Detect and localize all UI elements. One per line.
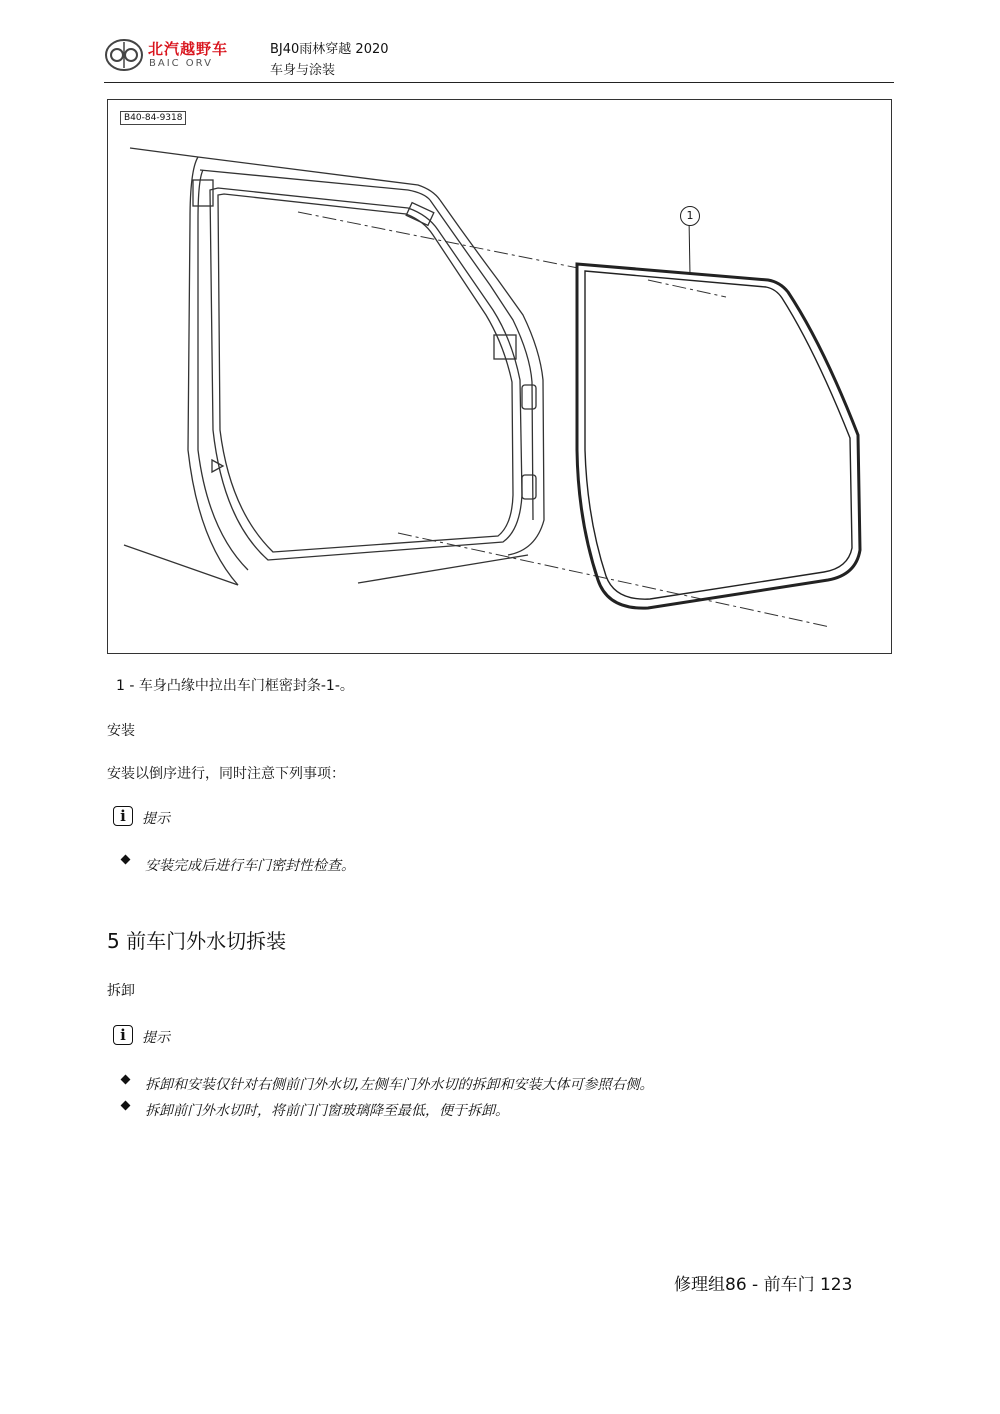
bullet-diamond-icon [121,1101,131,1111]
removal-note-item: 拆卸和安装仅针对右侧前门外水切,左侧车门外水切的拆卸和安装大体可参照右侧。 [145,1077,654,1093]
removal-heading: 拆卸 [107,983,135,999]
callout-1: 1 [680,206,700,226]
section-title: 5 前车门外水切拆装 [107,929,287,953]
brand-logo [104,38,254,74]
install-note-item: 安装完成后进行车门密封性检查。 [145,858,355,874]
document-section: 车身与涂装 [270,63,336,78]
figure-id-label: B40-84-9318 [120,111,186,125]
install-heading: 安装 [107,723,135,739]
brand-emblem-icon [104,38,144,72]
page-footer: 修理组86 - 前车门 123 [674,1275,853,1295]
bullet-diamond-icon [121,1075,131,1085]
install-intro: 安装以倒序进行，同时注意下列事项： [107,766,345,782]
header-divider [104,82,894,83]
info-icon: i [113,806,133,826]
door-seal-figure [107,99,892,654]
brand-name-en: BAIC ORV [149,58,213,69]
door-frame-illustration [108,100,893,655]
bullet-diamond-icon [121,855,131,865]
brand-name-cn: 北汽越野车 [148,40,229,58]
page-header [104,34,894,82]
install-note-label: 提示 [142,811,170,827]
removal-note-label: 提示 [142,1030,170,1046]
figure-caption: 1 - 车身凸缘中拉出车门框密封条-1-。 [116,678,354,694]
removal-note-item: 拆卸前门外水切时，将前门门窗玻璃降至最低，便于拆卸。 [145,1103,509,1119]
document-title: BJ40雨林穿越 2020 [270,42,389,57]
info-icon: i [113,1025,133,1045]
